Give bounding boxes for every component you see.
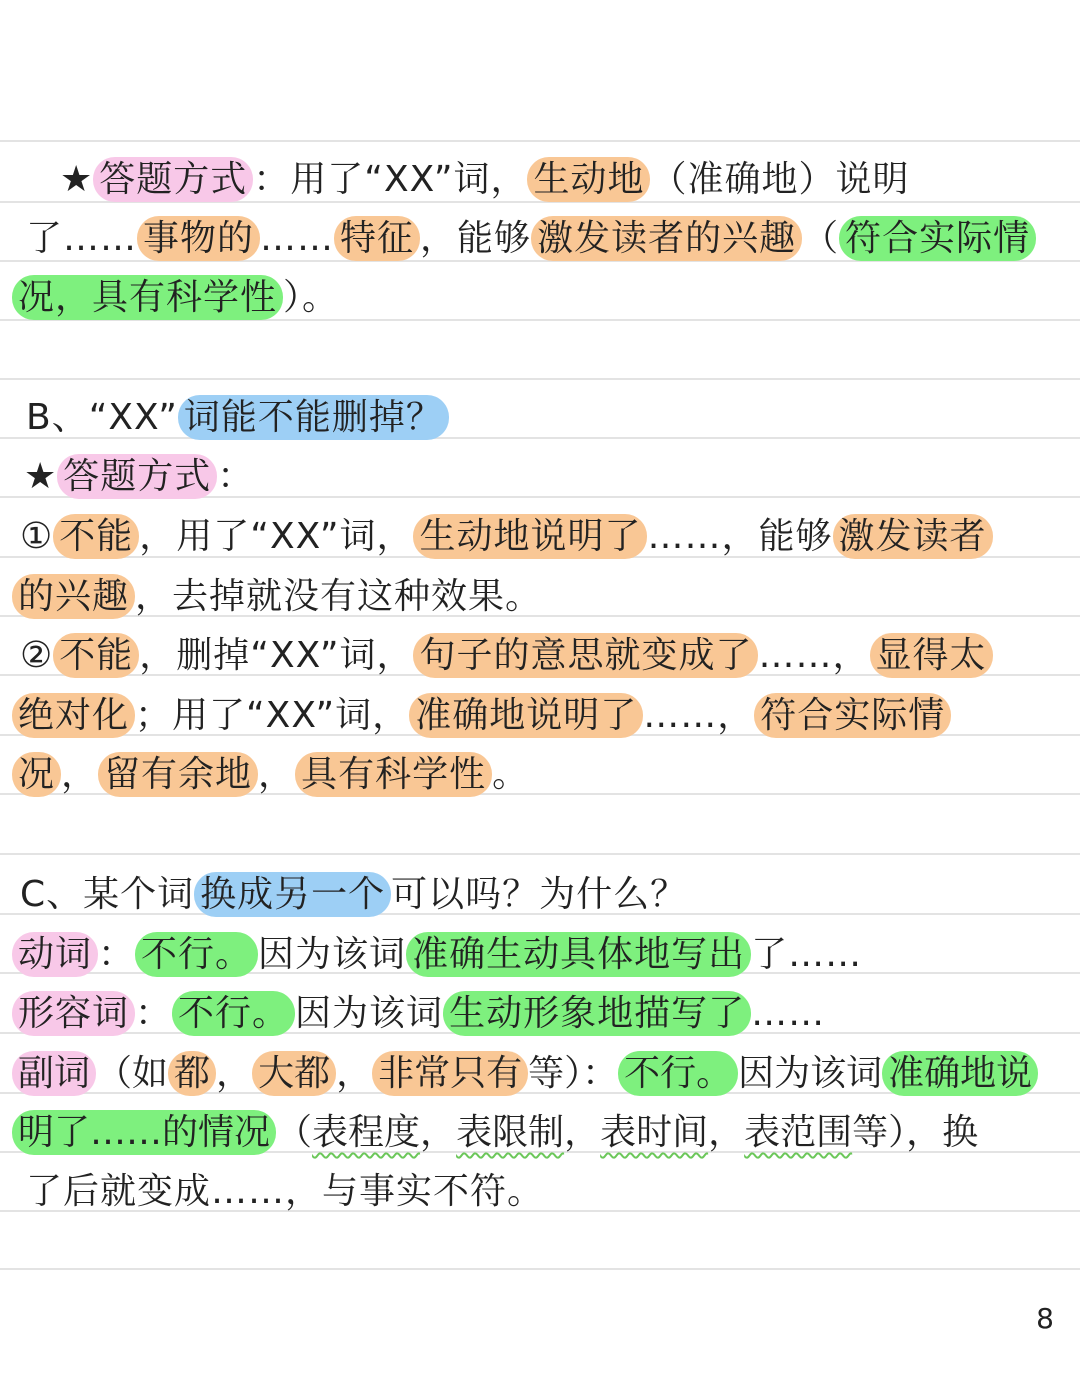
word-type-tag: 副词: [12, 1051, 96, 1096]
text: B、“XX”: [26, 397, 178, 438]
word-type-tag: 形容词: [12, 991, 135, 1036]
highlight: 生动地说明了: [413, 514, 647, 559]
highlight: 具有科学性: [295, 752, 492, 797]
highlight: 事物的: [137, 216, 260, 261]
highlight: 非常只有: [372, 1051, 528, 1096]
ruled-line: [0, 853, 1080, 855]
highlight: 显得太: [870, 633, 993, 678]
wavy-underlined-term: 表范围: [744, 1112, 853, 1153]
text: ，: [708, 1112, 745, 1153]
answer-method-line: [24, 455, 1080, 499]
text: ；用了“XX”词，: [135, 695, 410, 736]
text: C、某个词: [20, 874, 195, 915]
wavy-underlined-term: 表程度: [312, 1112, 421, 1153]
text: （如: [96, 1053, 169, 1094]
highlight: 句子的意思就变成了: [413, 633, 758, 678]
text: （: [276, 1112, 313, 1153]
adjective-answer-line: [12, 992, 1080, 1036]
text: ：: [135, 993, 173, 1034]
text: ……，: [643, 695, 755, 736]
highlight: 词能不能删掉？: [178, 395, 449, 440]
answer-method-tag: 答题方式: [57, 454, 217, 499]
star-icon: ★: [24, 456, 58, 497]
text: ，: [216, 1053, 253, 1094]
wavy-underlined-term: 表限制: [456, 1112, 565, 1153]
text: 因为该词: [738, 1053, 883, 1094]
text: （: [802, 218, 840, 259]
text: ……: [751, 993, 826, 1034]
answer-point-1: [12, 575, 1080, 619]
text: ①: [20, 516, 54, 557]
highlight: 都: [168, 1051, 216, 1096]
text: （准确地）说明: [650, 159, 910, 200]
text: ，: [336, 1053, 373, 1094]
answer-method-line: [60, 158, 1080, 202]
text: ，用了“XX”词，: [139, 516, 414, 557]
text: ……: [260, 218, 335, 259]
text: ，删掉“XX”词，: [139, 635, 414, 676]
answer-point-2: [20, 634, 1080, 678]
text: ②: [20, 635, 54, 676]
answer-method-tag: 答题方式: [93, 157, 253, 202]
highlight: 不能: [53, 514, 139, 559]
highlight: 不行。: [618, 1051, 738, 1096]
highlight: 大都: [252, 1051, 336, 1096]
text: 因为该词: [295, 993, 444, 1034]
highlight: 激发读者: [833, 514, 993, 559]
text: ，: [420, 1112, 457, 1153]
text: 。: [492, 754, 530, 795]
highlight: 准确地说明了: [409, 693, 643, 738]
section-b-title: [26, 396, 1080, 440]
wavy-underlined-term: 表时间: [600, 1112, 709, 1153]
verb-answer-line: [12, 933, 1080, 977]
highlight: 况: [12, 752, 61, 797]
ruled-line: [0, 140, 1080, 142]
text: ：: [98, 934, 136, 975]
highlight: 况，具有科学性: [12, 275, 283, 320]
text: ，: [564, 1112, 601, 1153]
text: 了……: [26, 218, 138, 259]
text: ：: [217, 456, 255, 497]
text: 可以吗？为什么？: [391, 874, 688, 915]
highlight: 符合实际情: [754, 693, 951, 738]
adverb-answer-line: [12, 1052, 1080, 1096]
page-number: 8: [1036, 1302, 1054, 1335]
highlight: 不能: [53, 633, 139, 678]
highlight: 生动形象地描写了: [443, 991, 751, 1036]
text: ）。: [283, 277, 340, 318]
text: ，: [258, 754, 296, 795]
answer-method-line: [26, 217, 1080, 261]
highlight: 符合实际情: [839, 216, 1036, 261]
highlight: 特征: [334, 216, 420, 261]
text: ，去掉就没有这种效果。: [135, 576, 543, 617]
highlight: 不行。: [135, 932, 258, 977]
highlight: 换成另一个: [194, 872, 391, 917]
highlight: 准确地说: [882, 1051, 1038, 1096]
highlight: 准确生动具体地写出: [406, 932, 751, 977]
highlight: 的兴趣: [12, 574, 135, 619]
highlight: 绝对化: [12, 693, 135, 738]
highlight: 明了……的情况: [12, 1110, 276, 1155]
ruled-line: [0, 378, 1080, 380]
highlight: 激发读者的兴趣: [531, 216, 802, 261]
text: 因为该词: [258, 934, 407, 975]
answer-point-1: [20, 515, 1080, 559]
highlight: 生动地: [527, 157, 650, 202]
text: 了后就变成……，与事实不符。: [26, 1171, 545, 1212]
adverb-answer-line: [12, 1111, 1080, 1155]
section-c-title: [20, 873, 1080, 917]
highlight: 不行。: [172, 991, 295, 1036]
answer-method-line: [12, 276, 1080, 320]
ruled-line: [0, 1268, 1080, 1270]
answer-point-2: [12, 694, 1080, 738]
text: 等）：: [528, 1053, 619, 1094]
highlight: 留有余地: [98, 752, 258, 797]
adverb-answer-line: [26, 1170, 1080, 1214]
word-type-tag: 动词: [12, 932, 98, 977]
text: ，能够: [420, 218, 532, 259]
text: 等），换: [852, 1112, 979, 1153]
answer-point-2: [12, 753, 1080, 797]
star-icon: ★: [60, 159, 94, 200]
text: 了……: [751, 934, 863, 975]
text: ……，: [758, 635, 870, 676]
text: ，: [61, 754, 99, 795]
text: ：用了“XX”词，: [253, 159, 528, 200]
text: ……，能够: [647, 516, 833, 557]
